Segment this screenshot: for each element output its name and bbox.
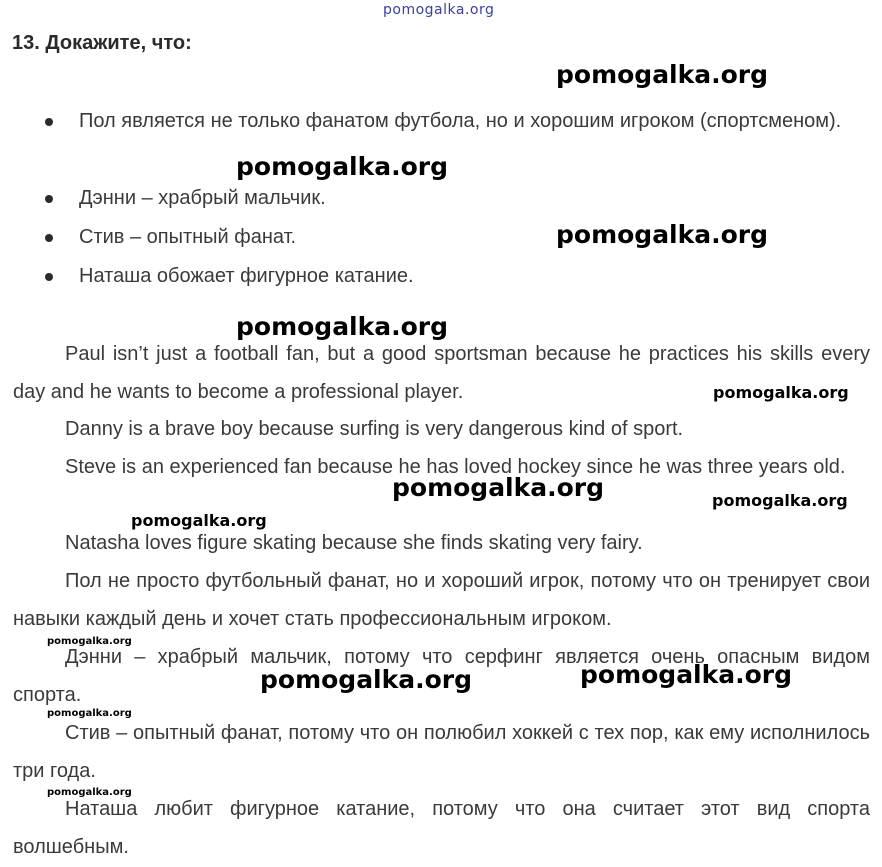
bullet-item: Дэнни – храбрый мальчик. [79,187,326,209]
paragraph-ru-paul: Пол не просто футбольный фанат, но и хороший игрок, потому что он тренирует свои навыки каждый день и хочет стать профессиональным игроком. [13,570,870,630]
watermark: pomogalka.org [556,60,769,89]
bullet-item: Стив – опытный фанат. [79,226,297,248]
watermark: pomogalka.org [713,383,849,402]
paragraph-en-danny: Danny is a brave boy because surfing is very dangerous kind of sport. [65,418,684,440]
paragraph-en-steve: Steve is an experienced fan because he has loved hockey since he was three years old. [65,456,846,478]
watermark: pomogalka.org [556,220,769,249]
watermark: pomogalka.org [580,660,793,689]
watermark: pomogalka.org [392,473,605,502]
paragraph-en-natasha: Natasha loves figure skating because she finds skating very fairy. [65,532,643,554]
exercise-heading: 13. Докажите, что: [12,32,192,54]
bullet-item: Пол является не только фанатом футбола, но и хорошим игроком (спортсменом). [79,110,842,132]
watermark: pomogalka.org [236,152,449,181]
watermark: pomogalka.org [236,312,449,341]
paragraph-ru-steve: Стив – опытный фанат, потому что он полюбил хоккей с тех пор, как ему исполнилось три года. [13,722,870,782]
bullet-item: Наташа обожает фигурное катание. [79,265,414,287]
watermark: pomogalka.org [47,708,132,719]
bullet-dot-icon [45,118,53,126]
top-watermark: pomogalka.org [383,2,495,18]
bullet-dot-icon [45,273,53,281]
paragraph-en-paul: Paul isn’t just a football fan, but a good sportsman because he practices his skills every day and he wants to become a professional player. [13,343,870,403]
paragraph-ru-danny: Дэнни – храбрый мальчик, потому что серфинг является очень опасным видом спорта. [13,646,870,706]
watermark: pomogalka.org [260,665,473,694]
watermark: pomogalka.org [131,511,267,530]
bullet-dot-icon [45,234,53,242]
paragraph-ru-natasha: Наташа любит фигурное катание, потому что она считает этот вид спорта волшебным. [13,798,870,858]
watermark: pomogalka.org [47,636,132,647]
watermark: pomogalka.org [47,787,132,798]
bullet-dot-icon [45,195,53,203]
watermark: pomogalka.org [712,491,848,510]
